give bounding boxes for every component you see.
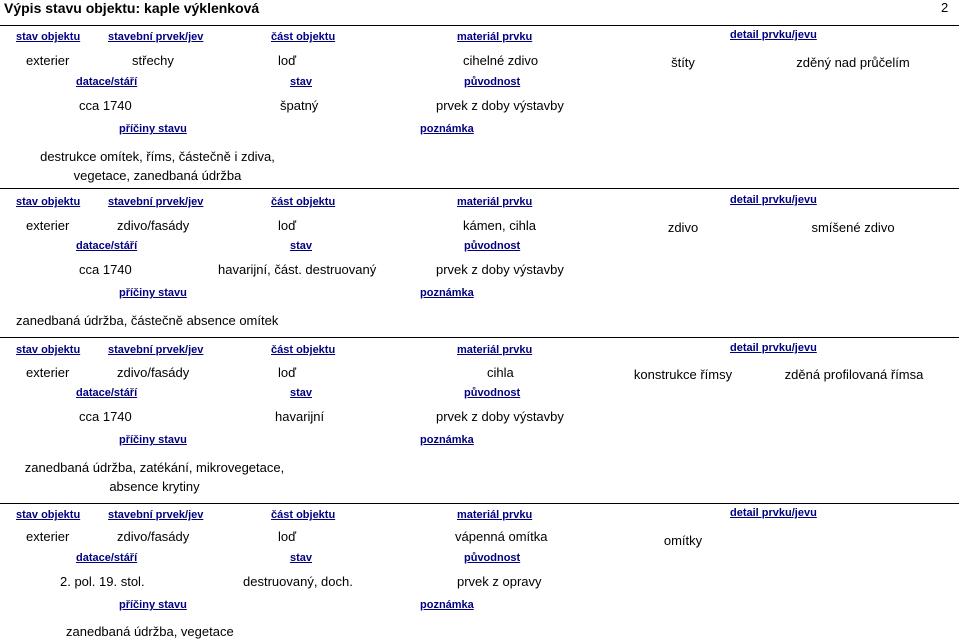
value-stav-objektu: exterier <box>26 529 70 544</box>
label-cast-objektu: část objektu <box>271 509 336 521</box>
label-stavebni-prvek: stavební prvek/jev <box>108 196 204 208</box>
label-material-prvku: materiál prvku <box>457 31 533 43</box>
value-priciny <box>66 622 234 641</box>
value-stav: havarijní, část. destruovaný <box>218 262 377 277</box>
label-datace: datace/stáří <box>76 387 138 399</box>
value-datace: cca 1740 <box>79 98 132 113</box>
label-cast-objektu: část objektu <box>271 31 336 43</box>
label-datace: datace/stáří <box>76 76 138 88</box>
value-puvodnost: prvek z doby výstavby <box>436 262 564 277</box>
label-datace: datace/stáří <box>76 240 138 252</box>
value-priciny-line1: destrukce omítek, říms, částečně i zdiva, <box>40 149 275 164</box>
value-cast-objektu: loď <box>278 218 297 233</box>
label-stavebni-prvek: stavební prvek/jev <box>108 31 204 43</box>
value-material-prvku: cihla <box>487 365 514 380</box>
label-puvodnost: původnost <box>464 240 521 252</box>
label-puvodnost: původnost <box>464 76 521 88</box>
label-material-prvku: materiál prvku <box>457 509 533 521</box>
value-detail-a: konstrukce římsy <box>633 367 733 382</box>
value-stav-objektu: exterier <box>26 365 70 380</box>
label-priciny: příčiny stavu <box>119 599 187 611</box>
value-puvodnost: prvek z opravy <box>457 574 542 589</box>
label-stav-objektu: stav objektu <box>16 31 81 43</box>
value-priciny-line1: zanedbaná údržba, zatékání, mikrovegetace, <box>24 460 285 475</box>
label-material-prvku: materiál prvku <box>457 196 533 208</box>
value-cast-objektu: loď <box>278 365 297 380</box>
label-poznamka: poznámka <box>420 434 474 446</box>
label-cast-objektu: část objektu <box>271 344 336 356</box>
value-stav: destruovaný, doch. <box>243 574 353 589</box>
value-priciny-line1: zanedbaná údržba, částečně absence omítek <box>16 313 279 328</box>
value-datace: cca 1740 <box>79 409 132 424</box>
label-detail-prvku: detail prvku/jevu <box>730 507 817 519</box>
value-material-prvku: kámen, cihla <box>463 218 536 233</box>
value-detail-a: štíty <box>671 55 695 70</box>
label-puvodnost: původnost <box>464 387 521 399</box>
value-stav: špatný <box>280 98 319 113</box>
value-stavebni-prvek: zdivo/fasády <box>117 529 190 544</box>
value-priciny-line1: zanedbaná údržba, vegetace <box>66 624 234 639</box>
label-stav-objektu: stav objektu <box>16 196 81 208</box>
label-stav-objektu: stav objektu <box>16 344 81 356</box>
value-stav: havarijní <box>275 409 325 424</box>
label-priciny: příčiny stavu <box>119 434 187 446</box>
label-poznamka: poznámka <box>420 599 474 611</box>
value-stavebni-prvek: zdivo/fasády <box>117 218 190 233</box>
page-number: 2 <box>941 0 949 15</box>
value-datace: 2. pol. 19. stol. <box>60 574 145 589</box>
page-title: Výpis stavu objektu: kaple výklenková <box>4 0 260 16</box>
label-priciny: příčiny stavu <box>119 287 187 299</box>
label-stav: stav <box>290 76 313 88</box>
label-stav-objektu: stav objektu <box>16 509 81 521</box>
label-detail-prvku: detail prvku/jevu <box>730 194 817 206</box>
label-stavebni-prvek: stavební prvek/jev <box>108 344 204 356</box>
label-priciny: příčiny stavu <box>119 123 187 135</box>
value-cast-objektu: loď <box>278 53 297 68</box>
value-detail-a: zdivo <box>667 220 699 235</box>
value-datace: cca 1740 <box>79 262 132 277</box>
label-poznamka: poznámka <box>420 287 474 299</box>
value-material-prvku: vápenná omítka <box>455 529 548 544</box>
value-detail-b: smíšené zdivo <box>811 220 895 235</box>
value-puvodnost: prvek z doby výstavby <box>436 98 564 113</box>
value-stav-objektu: exterier <box>26 53 70 68</box>
value-stavebni-prvek: zdivo/fasády <box>117 365 190 380</box>
label-cast-objektu: část objektu <box>271 196 336 208</box>
value-material-prvku: cihelné zdivo <box>463 53 539 68</box>
value-priciny-line2: absence krytiny <box>109 479 200 494</box>
value-stav-objektu: exterier <box>26 218 70 233</box>
label-stav: stav <box>290 387 313 399</box>
label-stavebni-prvek: stavební prvek/jev <box>108 509 204 521</box>
label-poznamka: poznámka <box>420 123 474 135</box>
label-detail-prvku: detail prvku/jevu <box>730 29 817 41</box>
label-stav: stav <box>290 240 313 252</box>
value-detail-a: omítky <box>663 533 703 548</box>
value-detail-b: zděný nad průčelím <box>796 55 910 70</box>
value-cast-objektu: loď <box>278 529 297 544</box>
label-datace: datace/stáří <box>76 552 138 564</box>
label-puvodnost: původnost <box>464 552 521 564</box>
label-detail-prvku: detail prvku/jevu <box>730 342 817 354</box>
value-priciny-line2: vegetace, zanedbaná údržba <box>73 168 242 183</box>
label-material-prvku: materiál prvku <box>457 344 533 356</box>
value-puvodnost: prvek z doby výstavby <box>436 409 564 424</box>
label-stav: stav <box>290 552 313 564</box>
value-stavebni-prvek: střechy <box>132 53 174 68</box>
value-detail-b: zděná profilovaná římsa <box>784 367 924 382</box>
